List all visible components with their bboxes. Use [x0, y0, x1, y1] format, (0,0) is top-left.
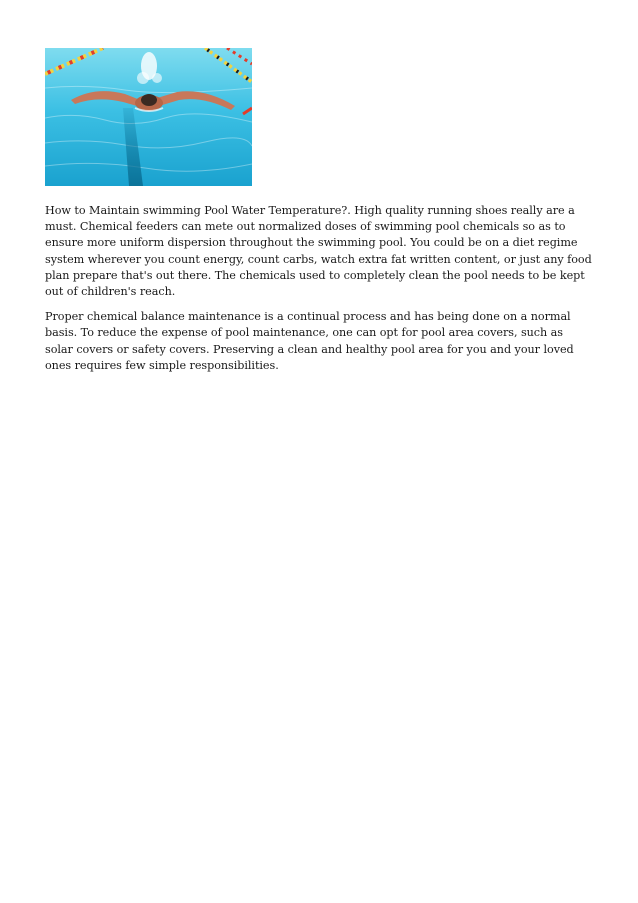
swim-cap [141, 94, 157, 106]
swimmer-image [45, 48, 252, 186]
paragraph-2: Proper chemical balance maintenance is a continual process and has being done on a normal basis. To reduce the expense of pool maintenance, one can opt for pool area covers, such as solar covers or safety covers. Preserving a clean and healthy pool area for you and your loved ones requires few simple responsibilities. [45, 310, 574, 372]
paragraph-1: How to Maintain swimming Pool Water Temperature?. High quality running shoes really are a must. Chemical feeders can mete out normalized doses of swimming pool chemicals so as to ensure more uniform dispersion throughout the swimming pool. You could be on a diet regime system wherever you count energy, count carbs, watch extra fat written content, or just any food plan prepare that's out there. The chemicals used to completely clean the pool needs to be kept out of children's reach. [45, 204, 592, 299]
article-body [45, 203, 593, 383]
swimmer-photo [45, 48, 252, 186]
